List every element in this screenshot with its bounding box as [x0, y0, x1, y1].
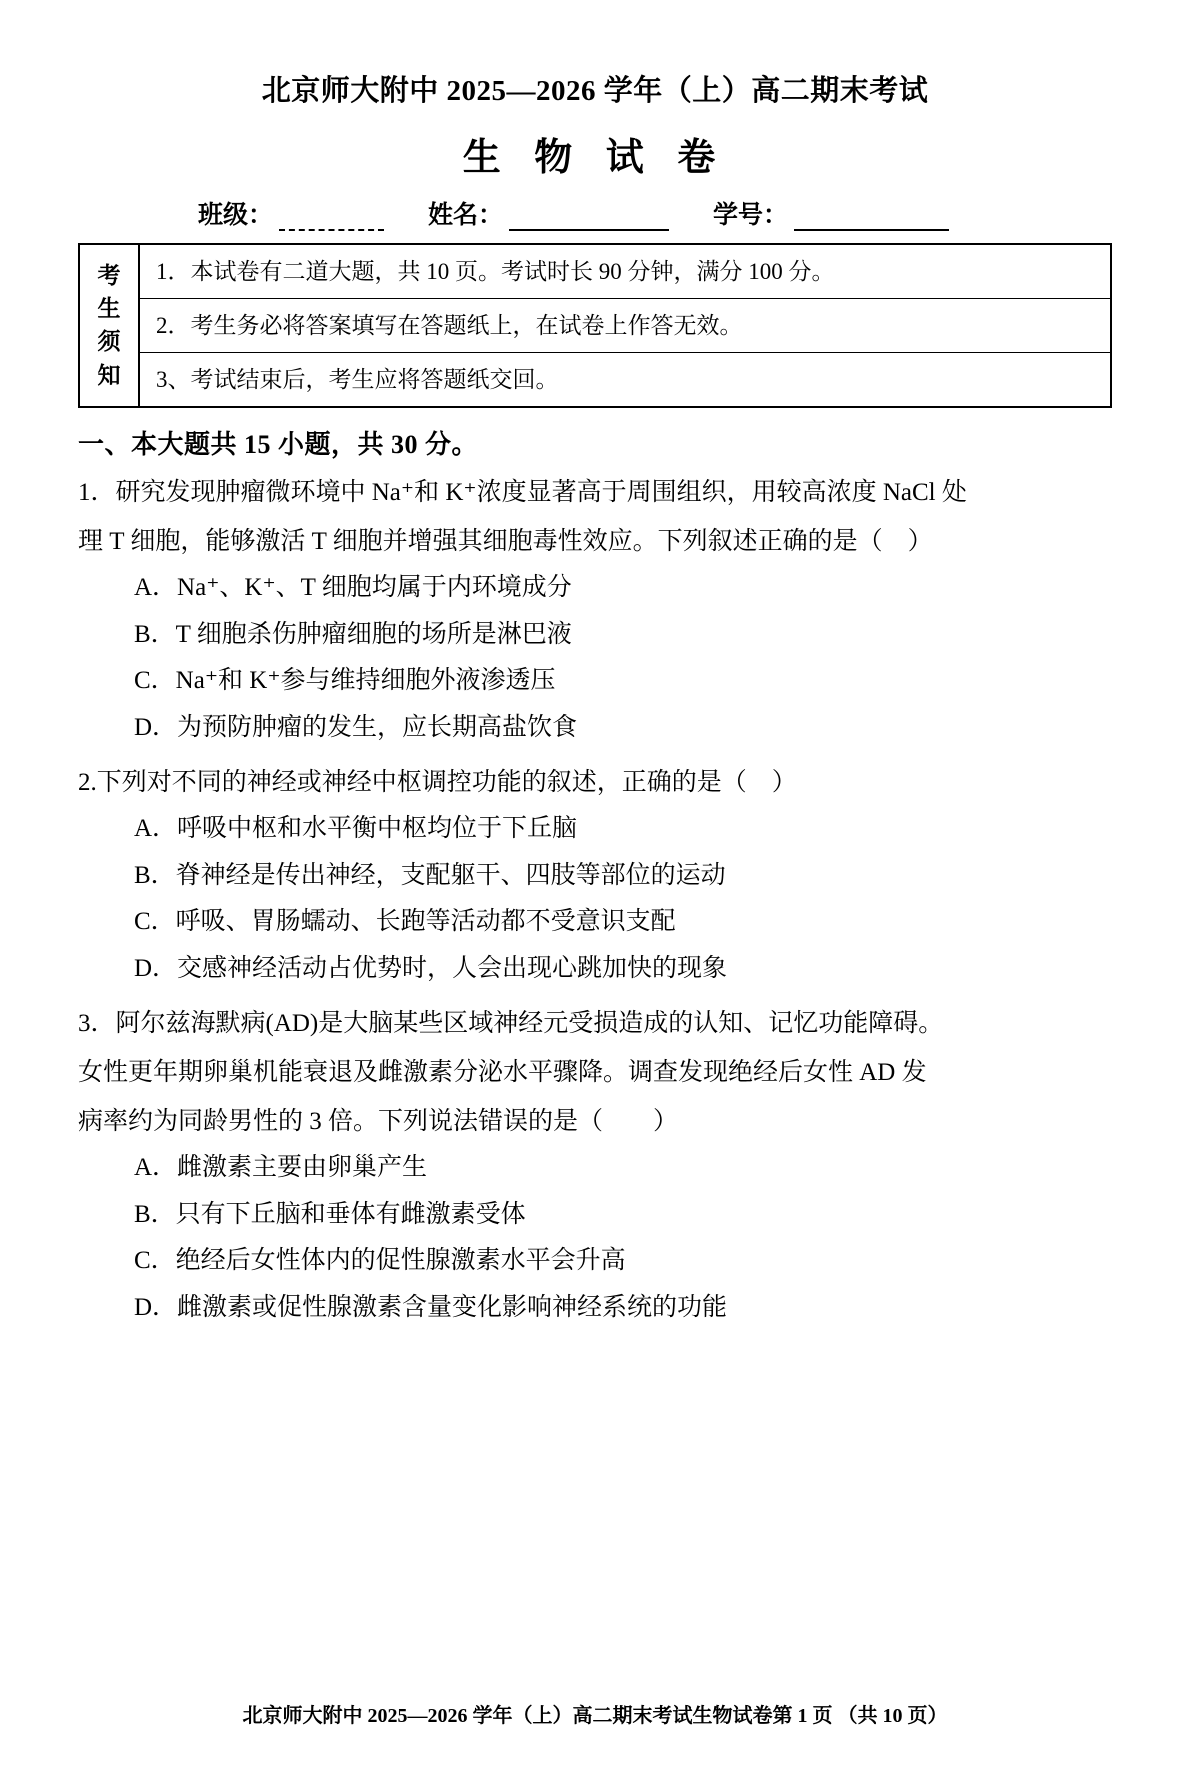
- question-stem-line: 理 T 细胞，能够激活 T 细胞并增强其细胞毒性效应。下列叙述正确的是（ ）: [78, 528, 933, 556]
- field-class-label: 班级：: [198, 201, 274, 229]
- field-id: [713, 195, 955, 231]
- question-2: [78, 761, 1112, 990]
- student-fields: [78, 195, 1112, 231]
- notice-item: 1．本试卷有二道大题，共 10 页。考试时长 90 分钟，满分 100 分。: [140, 245, 1110, 299]
- question-1: [78, 471, 1112, 749]
- question-option: A．Na⁺、K⁺、T 细胞均属于内环境成分: [134, 574, 572, 602]
- notice-side-label: [80, 245, 140, 407]
- question-option: B．只有下丘脑和垂体有雌激素受体: [134, 1200, 526, 1228]
- question-option: A．呼吸中枢和水平衡中枢均位于下丘脑: [134, 815, 578, 843]
- question-3: [78, 1002, 1112, 1329]
- page-content: [78, 70, 1112, 1341]
- notice-side-char-1: 考: [97, 262, 121, 288]
- field-id-input[interactable]: [794, 207, 949, 231]
- question-stem-line: 女性更年期卵巢机能衰退及雌激素分泌水平骤降。调查发现绝经后女性 AD 发: [78, 1059, 927, 1087]
- field-name-input[interactable]: [509, 207, 669, 231]
- question-option: B．T 细胞杀伤肿瘤细胞的场所是淋巴液: [134, 620, 572, 648]
- field-class-input[interactable]: [279, 207, 384, 231]
- field-class: [198, 195, 390, 231]
- question-option: C．绝经后女性体内的促性腺激素水平会升高: [134, 1247, 626, 1275]
- notice-items: [140, 245, 1110, 407]
- page-title: 北京师大附中 2025—2026 学年（上）高二期末考试: [261, 75, 929, 107]
- field-name: [428, 195, 675, 231]
- notice-item: 3、考试结束后，考生应将答题纸交回。: [156, 366, 559, 392]
- question-option: B．脊神经是传出神经，支配躯干、四肢等部位的运动: [134, 861, 726, 889]
- question-option: D．为预防肿瘤的发生，应长期高盐饮食: [134, 713, 578, 741]
- subject-title: 生 物 试 卷: [462, 136, 728, 179]
- question-option: A．雌激素主要由卵巢产生: [134, 1154, 428, 1182]
- notice-side-char-3: 须: [97, 329, 121, 355]
- question-option: D．交感神经活动占优势时，人会出现心跳加快的现象: [134, 954, 728, 982]
- question-option: C．呼吸、胃肠蠕动、长跑等活动都不受意识支配: [134, 908, 676, 936]
- question-stem-line: 2.下列对不同的神经或神经中枢调控功能的叙述，正确的是（ ）: [78, 769, 797, 797]
- question-stem-line: 3．阿尔兹海默病(AD)是大脑某些区域神经元受损造成的认知、记忆功能障碍。: [78, 1010, 944, 1038]
- notice-box: [78, 243, 1112, 409]
- notice-side-char-4: 知: [97, 362, 121, 388]
- field-name-label: 姓名：: [428, 201, 504, 229]
- question-option: C．Na⁺和 K⁺参与维持细胞外液渗透压: [134, 667, 556, 695]
- field-id-label: 学号：: [713, 201, 789, 229]
- notice-side-char-2: 生: [97, 295, 121, 321]
- page-footer: 北京师大附中 2025—2026 学年（上）高二期末考试生物试卷第 1 页 （共 10 页）: [242, 1705, 948, 1727]
- section-heading: 一、本大题共 15 小题，共 30 分。: [78, 430, 479, 460]
- question-stem-line: 1．研究发现肿瘤微环境中 Na⁺和 K⁺浓度显著高于周围组织，用较高浓度 NaCl 处: [78, 479, 967, 507]
- notice-item: 2．考生务必将答案填写在答题纸上，在试卷上作答无效。: [140, 299, 1110, 353]
- question-stem-line: 病率约为同龄男性的 3 倍。下列说法错误的是（ ）: [78, 1108, 679, 1136]
- question-option: D．雌激素或促性腺激素含量变化影响神经系统的功能: [134, 1293, 728, 1321]
